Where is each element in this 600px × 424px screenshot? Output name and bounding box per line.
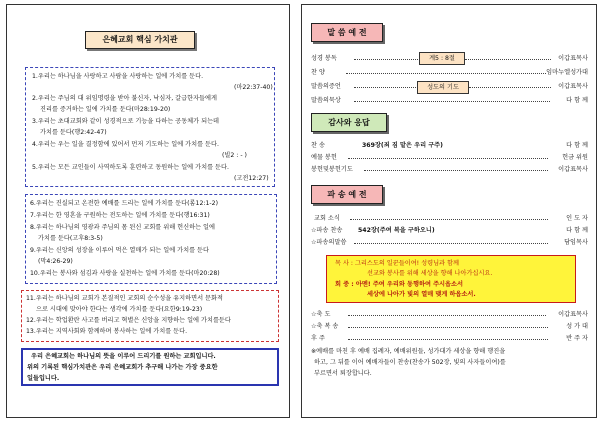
row-mid: 369장(죄 짐 맡은 우리 구주) — [362, 142, 443, 149]
row-label: ☆파송의말씀 — [311, 239, 347, 246]
row-value: 헌금 위원 — [562, 154, 588, 161]
row-value: 인 도 자 — [566, 215, 588, 222]
value-line: 2.우리는 주님의 대 위임명령을 받아 불신자, 낙심자, 갈급한자들에게 — [32, 95, 217, 102]
row-label: 봉헌및봉헌기도 — [311, 166, 353, 173]
row-value: 다 함 께 — [566, 97, 588, 104]
response-header: 감사와 응답 — [311, 113, 387, 132]
row-label: 찬 송 — [311, 142, 325, 149]
notice-line: 회 중 : 아멘! 주여 우리와 동행하여 주시옵소서 — [335, 281, 463, 288]
row-label: 말씀의묵상 — [311, 97, 341, 104]
row-mid: 542장(주여 복을 구하오니) — [358, 227, 435, 234]
notice-line: 세상에 나아가 빛의 열매 맺게 하옵소서. — [367, 291, 476, 298]
value-line: 으로 시대에 맞아야 한다는 생각에 가치를 둔다(요한9:19-23) — [36, 306, 203, 313]
row-label: 말씀의증언 — [311, 83, 341, 90]
row-label: ☆파송 찬송 — [311, 227, 343, 234]
row-value: 이갑표목사 — [558, 55, 588, 62]
scripture-chip: 계5 : 8절 — [419, 52, 465, 65]
value-line: 1.우리는 하나님을 사랑하고 사람을 사랑하는 일에 가치를 둔다. — [32, 73, 204, 80]
row-value: 이갑표목사 — [558, 83, 588, 90]
sermon-header: 말 씀 예 전 — [311, 23, 383, 42]
row-label: 교회 소식 — [314, 215, 340, 222]
notice-line: 선교와 봉사를 위해 세상을 향해 나아가십시요. — [367, 270, 493, 277]
closing-note: 하고, 그 뒤를 이어 예배자들이 찬송(찬송가 502장, 빛의 사자들이여)를 — [314, 359, 506, 366]
row-label: 성경 봉독 — [311, 55, 337, 62]
right-page — [301, 4, 597, 418]
value-line: 5.우리는 모든 교인들이 사역하도록 훈련하고 동원하는 일에 가치를 둔다. — [32, 164, 229, 171]
values-box-1 — [25, 67, 275, 187]
value-line: 진리를 증거하는 일에 가치를 둔다(마28:19-20) — [40, 106, 171, 113]
row-value: 다 함 께 — [566, 142, 588, 149]
value-line: (막4:26-29) — [38, 258, 73, 265]
notice-line: 목 사 : 그리스도의 일꾼들이여! 성령님과 함께 — [335, 260, 459, 267]
value-line: 가치를 둔다(행2:42-47) — [40, 129, 107, 136]
row-label: 후 주 — [311, 335, 325, 342]
left-page — [6, 4, 290, 418]
value-line: 11.우리는 하나님의 교회가 본질적인 교회의 순수성을 유지하면서 문화적 — [26, 295, 223, 302]
row-label: ☆축 도 — [311, 311, 331, 318]
row-value: 다 함 께 — [566, 227, 588, 234]
row-value: 성 가 대 — [566, 323, 588, 330]
value-line: 8.우리는 하나님의 영광과 주님의 몸 된신 교회를 위해 헌신하는 일에 — [30, 224, 215, 231]
core-values-title: 은혜교회 핵심 가치관 — [85, 31, 195, 49]
value-line: 가치를 둔다(고후8:3-5) — [38, 235, 103, 242]
value-line: 3.우리는 초대교회와 같이 성경적으로 기능을 다하는 공동체가 되는데 — [32, 118, 220, 125]
row-label: ☆축 복 송 — [311, 323, 339, 330]
value-ref: (마22:37-40) — [234, 84, 273, 91]
value-ref: (고전12:27) — [234, 175, 269, 182]
benediction-notice — [326, 255, 576, 303]
sermon-title-chip: 성도의 기도 — [417, 81, 469, 94]
value-line: 9.우리는 신앙의 성장을 이루어 먹은 열매가 되는 일에 가치를 둔다 — [30, 247, 210, 254]
row-value: 반 주 자 — [566, 335, 588, 342]
value-line: 12.우리는 학업환란 사고를 버리고 혁별은 신앙을 지향하는 일에 가치를둔다 — [26, 317, 231, 324]
row-value: 이갑표목사 — [558, 311, 588, 318]
row-value: 임마누엘성가대 — [546, 69, 588, 76]
values-box-3 — [21, 290, 279, 342]
row-label: 찬 양 — [311, 69, 325, 76]
value-ref: (빌2 : - ) — [222, 152, 247, 159]
footer-line: 일들입니다. — [27, 375, 60, 382]
footer-line: 우리 은혜교회는 하나님의 뜻을 이루어 드리기를 원하는 교회입니다. — [31, 353, 216, 360]
row-value: 이갑표목사 — [558, 166, 588, 173]
row-value: 담임목사 — [564, 239, 588, 246]
value-line: 10.우리는 봉사와 섬김과 사랑을 실천하는 일에 가치를 둔다(마20:28) — [30, 270, 220, 277]
footer-line: 위의 기록된 핵심가치관은 우리 은혜교회가 추구해 나가는 가장 중요한 — [27, 364, 218, 371]
value-line: 13.우리는 지역사회와 함께하며 봉사하는 일에 가치를 둔다. — [26, 328, 188, 335]
closing-note: ※예배를 마친 후 예배 집례자, 예배위원들, 성가대가 세상을 향해 행진을 — [311, 348, 506, 355]
sending-header: 파 송 예 전 — [311, 185, 383, 204]
value-line: 6.우리는 진실되고 온전한 예배를 드리는 일에 가치를 둔다(롬12:1-2) — [30, 200, 219, 207]
value-line: 7.우리는 한 영혼을 구원하는 전도하는 일에 가치를 둔다(행16:31) — [30, 212, 210, 219]
values-box-2 — [25, 194, 277, 284]
closing-note: 부르면서 퇴장합니다. — [314, 370, 372, 377]
footer-box — [21, 348, 279, 386]
row-label: 예물 봉헌 — [311, 154, 337, 161]
value-line: 4.우리는 우는 일을 결정함에 있어서 먼저 기도하는 일에 가치를 둔다. — [32, 141, 219, 148]
